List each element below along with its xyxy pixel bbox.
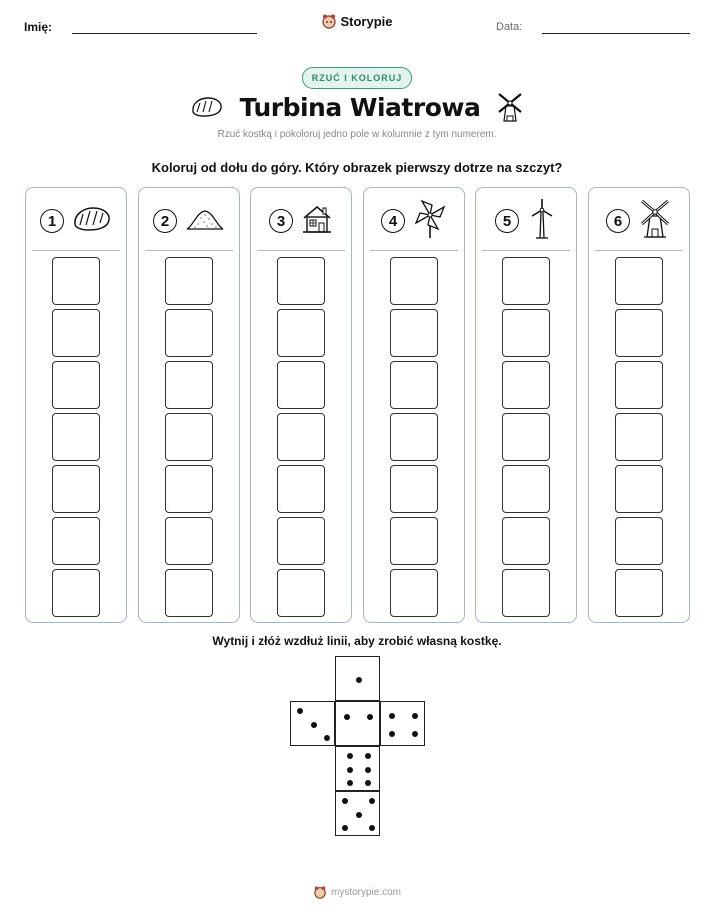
die-pip [369,825,375,831]
column-divider [482,250,570,251]
color-box[interactable] [615,309,663,357]
bread-icon [72,205,112,238]
column-divider [145,250,233,251]
color-box[interactable] [165,569,213,617]
die-pip [347,767,353,773]
flour-pile-icon [185,206,225,237]
column-4 [363,187,465,623]
color-box[interactable] [615,257,663,305]
color-box[interactable] [502,413,550,461]
footer-url[interactable]: mystorypie.com [330,886,401,898]
column-number: 3 [269,209,293,233]
die-pip [365,753,371,759]
pinwheel-icon [413,199,447,244]
column-number: 4 [381,209,405,233]
name-line[interactable] [72,33,257,34]
bread-icon [190,95,224,119]
die-face-2 [335,701,380,746]
die-pip [369,798,375,804]
color-box[interactable] [615,361,663,409]
column-5 [475,187,577,623]
column-header [139,198,239,244]
date-label: Data: [496,21,523,33]
color-box[interactable] [390,309,438,357]
die-pip [297,708,303,714]
color-box[interactable] [52,257,100,305]
column-6 [588,187,690,623]
column-number: 1 [40,209,64,233]
die-pip [412,713,418,719]
die-pip [356,677,362,683]
color-box[interactable] [390,257,438,305]
die-pip [311,722,317,728]
die-pip [356,812,362,818]
die-pip [324,735,330,741]
color-box[interactable] [165,257,213,305]
column-divider [32,250,120,251]
color-box[interactable] [277,361,325,409]
die-pip [347,753,353,759]
page-title: Turbina Wiatrowa [239,92,481,122]
color-box[interactable] [277,465,325,513]
die-pip [344,714,350,720]
column-header [476,198,576,244]
column-header [251,198,351,244]
cut-instruction: Wytnij i złóż wzdłuż linii, aby zrobić własną kostkę. [212,634,502,648]
color-box[interactable] [52,309,100,357]
color-box[interactable] [277,309,325,357]
color-box[interactable] [52,361,100,409]
color-box[interactable] [390,465,438,513]
color-box[interactable] [165,413,213,461]
color-box[interactable] [502,309,550,357]
column-divider [595,250,683,251]
color-box[interactable] [52,517,100,565]
color-box[interactable] [52,465,100,513]
column-2 [138,187,240,623]
color-box[interactable] [502,257,550,305]
footer [0,885,714,899]
windmill-icon [638,199,672,244]
pie-mascot-icon [313,885,327,899]
color-box[interactable] [390,361,438,409]
color-box[interactable] [165,309,213,357]
brand-name: Storypie [340,13,393,29]
column-number: 6 [606,209,630,233]
color-box[interactable] [165,361,213,409]
color-box[interactable] [277,517,325,565]
color-box[interactable] [390,517,438,565]
subtitle: Rzuć kostką i pokoloruj jedno pole w kolumnie z tym numerem. [217,129,497,140]
color-box[interactable] [502,517,550,565]
die-pip [367,714,373,720]
die-face-3 [290,701,335,746]
color-box[interactable] [502,361,550,409]
column-divider [257,250,345,251]
column-divider [370,250,458,251]
die-pip [389,713,395,719]
column-number: 2 [153,209,177,233]
column-header [589,198,689,244]
color-box[interactable] [390,569,438,617]
date-line[interactable] [542,33,690,34]
color-box[interactable] [277,569,325,617]
instruction: Koloruj od dołu do góry. Który obrazek pierwszy dotrze na szczyt? [151,160,563,175]
color-box[interactable] [277,257,325,305]
activity-badge: RZUĆ I KOLORUJ [302,67,412,89]
title-row [0,92,714,122]
die-face-6 [335,746,380,791]
color-box[interactable] [165,517,213,565]
color-box[interactable] [165,465,213,513]
wind-turbine-icon [527,198,557,245]
die-pip [347,780,353,786]
color-box[interactable] [615,569,663,617]
windmill-icon [496,92,524,122]
die-pip [412,731,418,737]
column-header [364,198,464,244]
pie-mascot-icon [321,13,337,29]
house-icon [301,203,333,240]
color-box[interactable] [615,517,663,565]
die-face-4 [380,701,425,746]
column-header [26,198,126,244]
color-box[interactable] [615,465,663,513]
color-box[interactable] [502,569,550,617]
brand-logo [0,13,714,29]
name-label: Imię: [24,20,53,34]
die-pip [389,731,395,737]
column-1 [25,187,127,623]
die-pip [342,798,348,804]
color-box[interactable] [277,413,325,461]
column-number: 5 [495,209,519,233]
die-pip [365,767,371,773]
die-face-1 [335,656,380,701]
die-pip [342,825,348,831]
die-face-5 [335,791,380,836]
color-box[interactable] [52,569,100,617]
color-box[interactable] [390,413,438,461]
color-box[interactable] [502,465,550,513]
color-box[interactable] [52,413,100,461]
color-box[interactable] [615,413,663,461]
column-3 [250,187,352,623]
die-pip [365,780,371,786]
